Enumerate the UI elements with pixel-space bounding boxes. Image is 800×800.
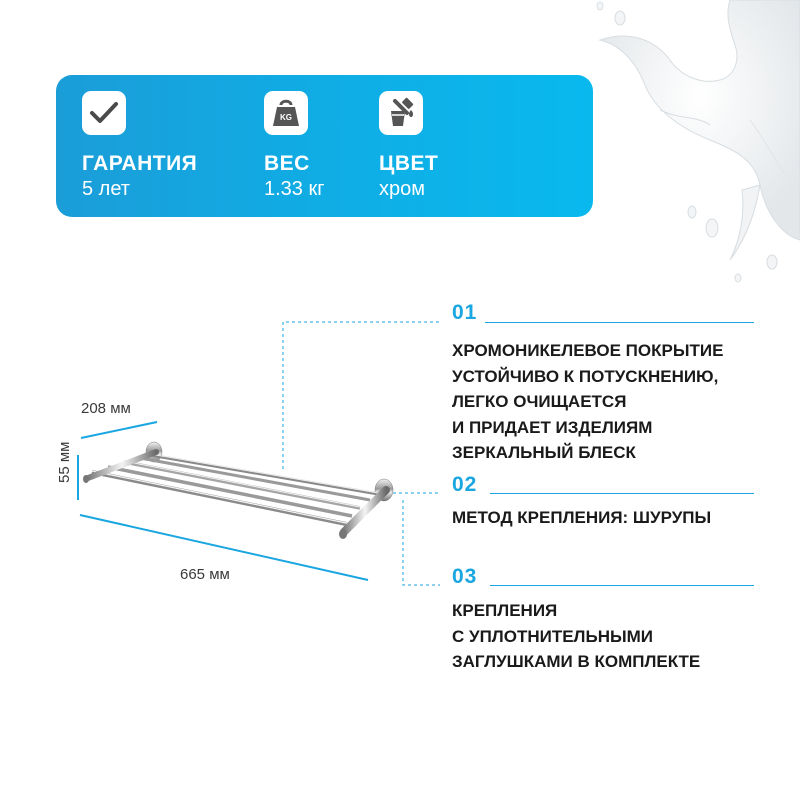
feature-text: МЕТОД КРЕПЛЕНИЯ: ШУРУПЫ [452,508,712,527]
height-dimension-label: 55 мм [56,441,73,483]
feature-text: КРЕПЛЕНИЯ С УПЛОТНИТЕЛЬНЫМИ ЗАГЛУШКАМИ В КОМПЛЕКТЕ [452,601,701,671]
spec-label: ЦВЕТ [379,152,439,175]
spec-value: 5 лет [82,178,130,200]
towel-rack-illustration [83,442,393,539]
length-dimension-label: 665 мм [180,566,230,583]
feature-text: ХРОМОНИКЕЛЕВОЕ ПОКРЫТИЕ УСТОЙЧИВО К ПОТУСКНЕНИЮ, ЛЕГКО ОЧИЩАЕТСЯ И ПРИДАЕТ ИЗДЕЛИЯМ ЗЕРКАЛЬНЫЙ БЛЕСК [452,341,724,462]
feature-02 [452,473,711,531]
depth-dimension-line [81,422,157,438]
spec-label: ВЕС [264,152,310,175]
feature-number: 02 [452,473,478,496]
feature-03 [452,565,700,675]
leader-line-03 [403,500,440,585]
spec-value: 1.33 кг [264,178,325,200]
feature-number: 01 [452,301,478,324]
feature-number: 03 [452,565,478,588]
depth-dimension-label: 208 мм [81,400,131,417]
spec-label: ГАРАНТИЯ [82,152,198,175]
leader-line-01 [283,322,440,469]
feature-01 [452,301,723,466]
svg-text:KG: KG [280,113,292,122]
spec-value: хром [379,178,425,200]
